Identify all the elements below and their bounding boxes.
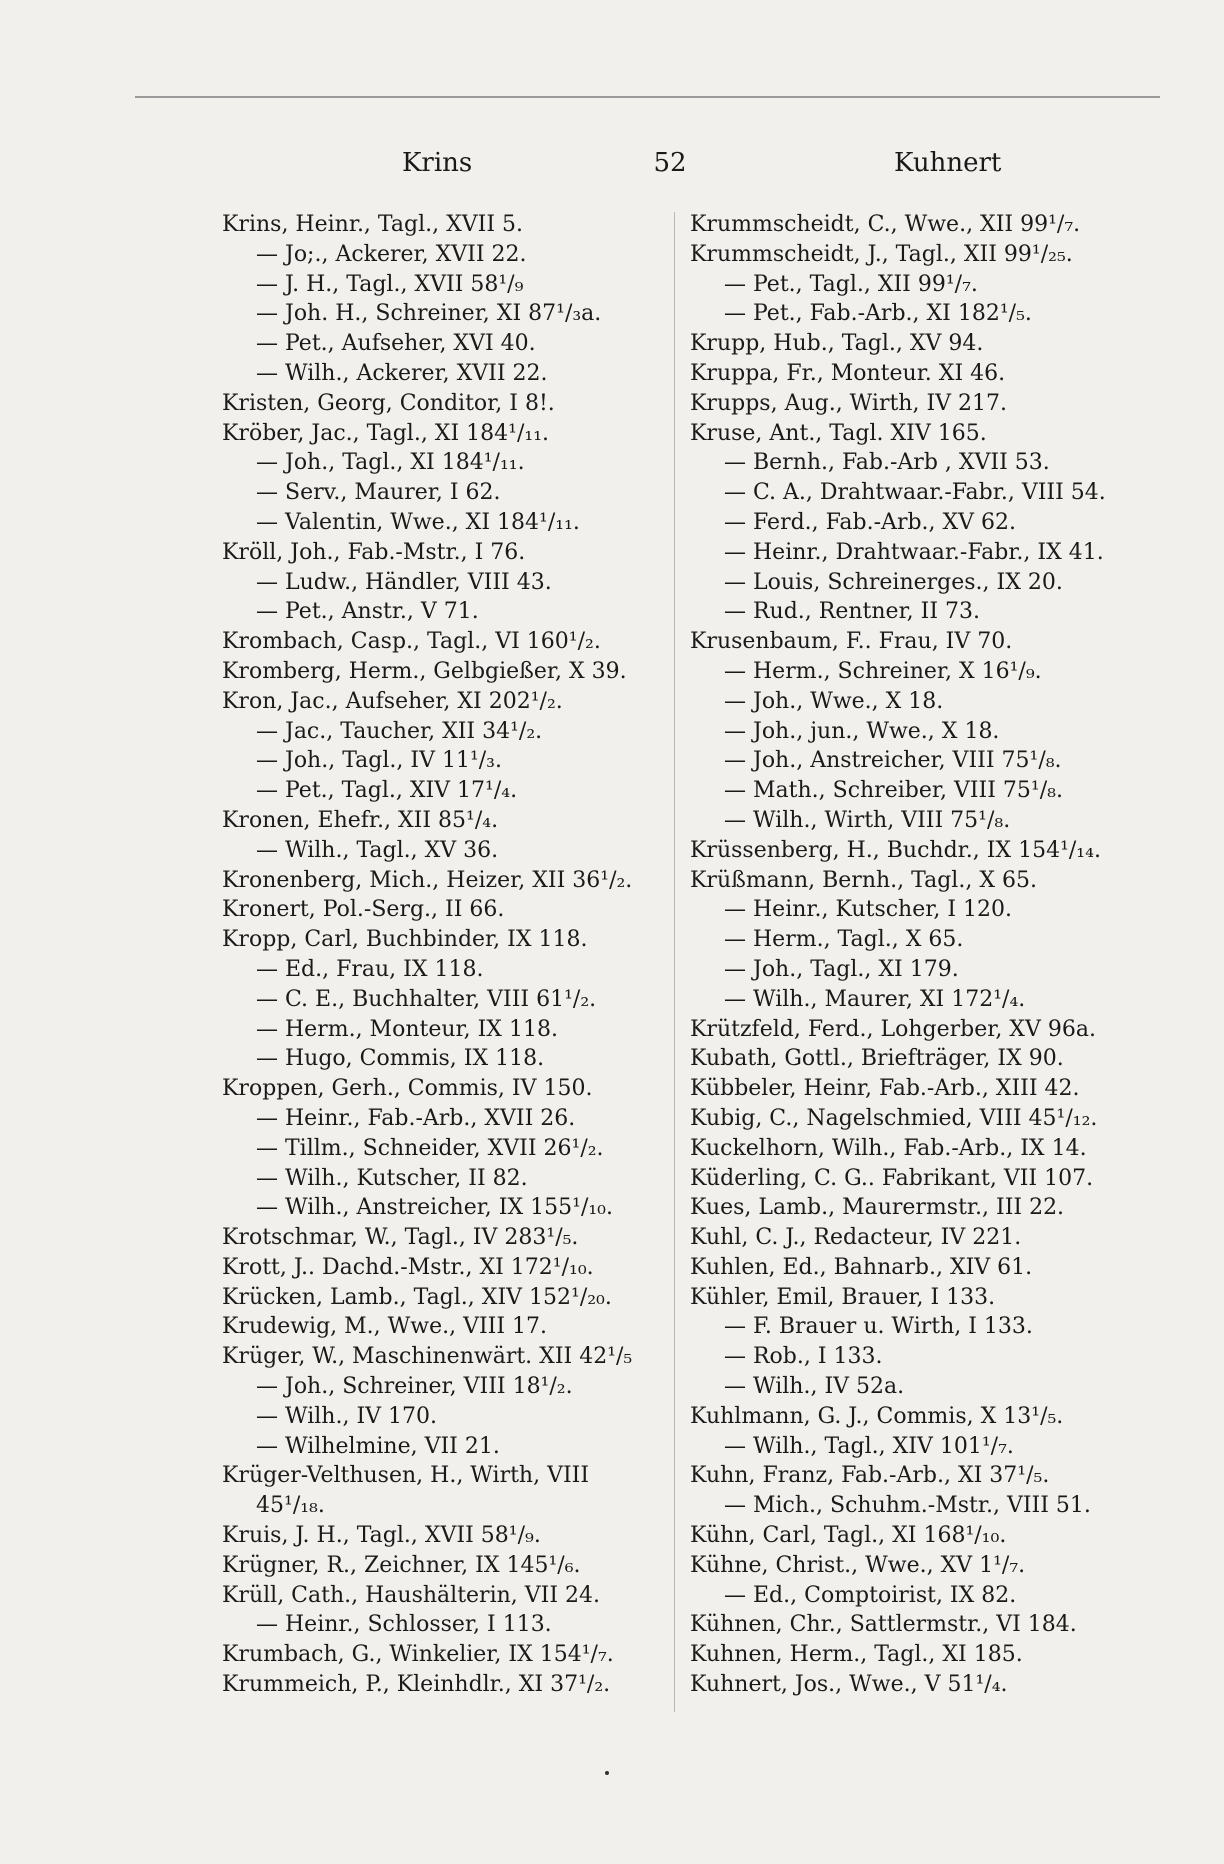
- directory-entry: Kuhnen, Herm., Tagl., XI 185.: [690, 1642, 1023, 1668]
- directory-entry: Kuckelhorn, Wilh., Fab.-Arb., IX 14.: [690, 1135, 1087, 1161]
- directory-entry: — F. Brauer u. Wirth, I 133.: [724, 1314, 1033, 1340]
- directory-entry: — Herm., Monteur, IX 118.: [256, 1016, 558, 1042]
- directory-entry: — Ludw., Händler, VIII 43.: [256, 569, 552, 595]
- directory-entry: Kuhn, Franz, Fab.-Arb., XI 37¹/₅.: [690, 1463, 1050, 1489]
- directory-entry: — Heinr., Fab.-Arb., XVII 26.: [256, 1105, 576, 1131]
- directory-entry: Kühne, Christ., Wwe., XV 1¹/₇.: [690, 1552, 1026, 1578]
- directory-entry: — Joh., Schreiner, VIII 18¹/₂.: [256, 1374, 573, 1400]
- directory-entry: Kühn, Carl, Tagl., XI 168¹/₁₀.: [690, 1523, 1007, 1549]
- directory-entry: Kron, Jac., Aufseher, XI 202¹/₂.: [222, 688, 563, 714]
- directory-entry: Krupp, Hub., Tagl., XV 94.: [690, 331, 984, 357]
- directory-entry: — Wilh., Maurer, XI 172¹/₄.: [724, 986, 1026, 1012]
- directory-entry: Krüger-Velthusen, H., Wirth, VIII: [222, 1463, 590, 1489]
- directory-entry: — Valentin, Wwe., XI 184¹/₁₁.: [256, 509, 580, 535]
- directory-entry: Krusenbaum, F.. Frau, IV 70.: [690, 629, 1013, 655]
- directory-entry: — Tillm., Schneider, XVII 26¹/₂.: [256, 1135, 604, 1161]
- directory-entry: Krummeich, P., Kleinhdlr., XI 37¹/₂.: [222, 1672, 611, 1698]
- page-number: 52: [653, 148, 687, 178]
- directory-entry: Kuhlen, Ed., Bahnarb., XIV 61.: [690, 1254, 1033, 1280]
- directory-entry: — Pet., Aufseher, XVI 40.: [256, 331, 536, 357]
- directory-entry: — C. E., Buchhalter, VIII 61¹/₂.: [256, 986, 597, 1012]
- directory-entry: Krott, J.. Dachd.-Mstr., XI 172¹/₁₀.: [222, 1254, 594, 1280]
- directory-entry: Krüssenberg, H., Buchdr., IX 154¹/₁₄.: [690, 837, 1101, 863]
- directory-entry: Krombach, Casp., Tagl., VI 160¹/₂.: [222, 629, 601, 655]
- directory-entry: — J. H., Tagl., XVII 58¹/₉: [256, 271, 524, 297]
- directory-entry: Kubig, C., Nagelschmied, VIII 45¹/₁₂.: [690, 1105, 1098, 1131]
- directory-entry: — Joh., Tagl., IV 11¹/₃.: [256, 748, 502, 774]
- directory-entry: Kronenberg, Mich., Heizer, XII 36¹/₂.: [222, 867, 633, 893]
- directory-entry: — Herm., Tagl., X 65.: [724, 927, 964, 953]
- directory-entry: — Heinr., Schlosser, I 113.: [256, 1612, 552, 1638]
- directory-entry: — Mich., Schuhm.-Mstr., VIII 51.: [724, 1493, 1091, 1519]
- directory-entry: — Joh., Anstreicher, VIII 75¹/₈.: [724, 748, 1062, 774]
- directory-entry: Krüßmann, Bernh., Tagl., X 65.: [690, 867, 1037, 893]
- directory-entry: — Rud., Rentner, II 73.: [724, 599, 981, 625]
- directory-entry: Krins, Heinr., Tagl., XVII 5.: [222, 212, 524, 237]
- column-divider: [674, 212, 675, 1712]
- directory-entry: — Ed., Frau, IX 118.: [256, 956, 484, 982]
- directory-entry: Kues, Lamb., Maurermstr., III 22.: [690, 1195, 1065, 1221]
- directory-entry: — Pet., Tagl., XII 99¹/₇.: [724, 271, 978, 297]
- directory-entry: Krügner, R., Zeichner, IX 145¹/₆.: [222, 1552, 581, 1578]
- directory-entry: Kröber, Jac., Tagl., XI 184¹/₁₁.: [222, 420, 550, 446]
- directory-entry: Krummscheidt, C., Wwe., XII 99¹/₇.: [690, 212, 1081, 237]
- directory-entry: Kruis, J. H., Tagl., XVII 58¹/₉.: [222, 1523, 541, 1549]
- directory-entry: Kronen, Ehefr., XII 85¹/₄.: [222, 807, 499, 833]
- directory-entry: Kröll, Joh., Fab.-Mstr., I 76.: [222, 539, 526, 565]
- directory-entry: — Joh., Tagl., XI 179.: [724, 956, 959, 982]
- directory-entry: Kübbeler, Heinr, Fab.-Arb., XIII 42.: [690, 1076, 1080, 1102]
- directory-entry: Kühnen, Chr., Sattlermstr., VI 184.: [690, 1612, 1077, 1638]
- directory-entry: Krudewig, M., Wwe., VIII 17.: [222, 1314, 548, 1340]
- directory-entry: — Jo;., Ackerer, XVII 22.: [256, 241, 527, 267]
- directory-entry: Kuhl, C. J., Redacteur, IV 221.: [690, 1225, 1022, 1251]
- header-left-word: Krins: [402, 148, 473, 178]
- right-column: [690, 210, 1160, 1700]
- directory-entry: — Pet., Anstr., V 71.: [256, 599, 479, 625]
- directory-entry: — Wilh., Anstreicher, IX 155¹/₁₀.: [256, 1195, 613, 1221]
- directory-entry: Kühler, Emil, Brauer, I 133.: [690, 1284, 996, 1310]
- directory-entry: — Joh. H., Schreiner, XI 87¹/₃a.: [256, 301, 602, 327]
- directory-entry: — Heinr., Drahtwaar.-Fabr., IX 41.: [724, 539, 1104, 565]
- directory-entry: Kubath, Gottl., Briefträger, IX 90.: [690, 1046, 1064, 1072]
- directory-entry: Kropp, Carl, Buchbinder, IX 118.: [222, 927, 588, 953]
- directory-entry: Krüger, W., Maschinenwärt. XII 42¹/₅: [222, 1344, 633, 1370]
- directory-entry: 45¹/₁₈.: [256, 1493, 325, 1519]
- directory-entry: — Serv., Maurer, I 62.: [256, 480, 501, 506]
- directory-entry: Kruse, Ant., Tagl. XIV 165.: [690, 420, 987, 446]
- directory-entry: — Wilh., Wirth, VIII 75¹/₈.: [724, 807, 1011, 833]
- directory-entry: — Jac., Taucher, XII 34¹/₂.: [256, 718, 543, 744]
- directory-entry: Küderling, C. G.. Fabrikant, VII 107.: [690, 1165, 1094, 1191]
- directory-entry: Kuhlmann, G. J., Commis, X 13¹/₅.: [690, 1403, 1064, 1429]
- directory-entry: — Joh., Wwe., X 18.: [724, 688, 944, 714]
- directory-entry: — Heinr., Kutscher, I 120.: [724, 897, 1012, 923]
- directory-entry: — Ed., Comptoirist, IX 82.: [724, 1582, 1017, 1608]
- directory-entry: Krumbach, G., Winkelier, IX 154¹/₇.: [222, 1642, 614, 1668]
- footer-mark: [605, 1771, 609, 1775]
- directory-entry: — Wilh., Ackerer, XVII 22.: [256, 360, 548, 386]
- directory-entry: Kristen, Georg, Conditor, I 8!.: [222, 390, 555, 416]
- directory-entry: Krützfeld, Ferd., Lohgerber, XV 96a.: [690, 1016, 1096, 1042]
- directory-entry: Krücken, Lamb., Tagl., XIV 152¹/₂₀.: [222, 1284, 612, 1310]
- directory-entry: Krupps, Aug., Wirth, IV 217.: [690, 390, 1008, 416]
- directory-entry: Krotschmar, W., Tagl., IV 283¹/₅.: [222, 1225, 579, 1251]
- directory-entry: — Rob., I 133.: [724, 1344, 883, 1370]
- directory-entry: Kruppa, Fr., Monteur. XI 46.: [690, 360, 1006, 386]
- directory-entry: — Wilh., Kutscher, II 82.: [256, 1165, 528, 1191]
- header-right-word: Kuhnert: [894, 148, 1002, 178]
- left-column: [222, 210, 672, 1700]
- directory-entry: Krummscheidt, J., Tagl., XII 99¹/₂₅.: [690, 241, 1073, 267]
- directory-entry: Kuhnert, Jos., Wwe., V 51¹/₄.: [690, 1672, 1008, 1698]
- directory-entry: — Louis, Schreinerges., IX 20.: [724, 569, 1063, 595]
- directory-entry: — Ferd., Fab.-Arb., XV 62.: [724, 509, 1017, 535]
- directory-entry: — Herm., Schreiner, X 16¹/₉.: [724, 658, 1042, 684]
- directory-entry: — Pet., Fab.-Arb., XI 182¹/₅.: [724, 301, 1032, 327]
- top-rule: [135, 96, 1160, 98]
- directory-entry: Krüll, Cath., Haushälterin, VII 24.: [222, 1582, 601, 1608]
- directory-entry: — Wilh., Tagl., XIV 101¹/₇.: [724, 1433, 1014, 1459]
- directory-entry: — Wilh., Tagl., XV 36.: [256, 837, 499, 863]
- directory-entry: — Bernh., Fab.-Arb , XVII 53.: [724, 450, 1050, 476]
- directory-entry: — Joh., Tagl., XI 184¹/₁₁.: [256, 450, 525, 476]
- directory-entry: — C. A., Drahtwaar.-Fabr., VIII 54.: [724, 480, 1106, 506]
- directory-entry: — Wilh., IV 52a.: [724, 1374, 905, 1400]
- directory-entry: — Hugo, Commis, IX 118.: [256, 1046, 545, 1072]
- directory-entry: — Wilhelmine, VII 21.: [256, 1433, 500, 1459]
- directory-entry: Kroppen, Gerh., Commis, IV 150.: [222, 1076, 593, 1102]
- directory-entry: — Joh., jun., Wwe., X 18.: [724, 718, 1000, 744]
- directory-entry: — Pet., Tagl., XIV 17¹/₄.: [256, 778, 518, 804]
- directory-entry: — Math., Schreiber, VIII 75¹/₈.: [724, 778, 1063, 804]
- directory-entry: — Wilh., IV 170.: [256, 1403, 437, 1429]
- directory-entry: Kronert, Pol.-Serg., II 66.: [222, 897, 505, 923]
- directory-entry: Kromberg, Herm., Gelbgießer, X 39.: [222, 658, 627, 684]
